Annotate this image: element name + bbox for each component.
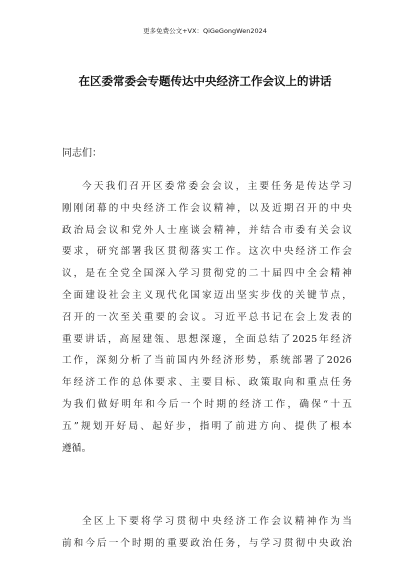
header-note: 更多免费公文+VX：QiGeGongWen2024	[143, 27, 267, 35]
paragraph-line: 前和今后一个时期的重要政治任务，与学习贯彻中央政治	[62, 537, 352, 549]
paragraph-line: 五”规划开好局、起好步，指明了前进方向、提供了根本	[62, 420, 352, 432]
document-title: 在区委常委会专题传达中央经济工作会议上的讲话	[78, 74, 332, 88]
paragraph-line: 遵循。	[62, 442, 92, 454]
paragraph-line: 要求，研究部署我区贯彻落实工作。这次中央经济工作会	[62, 246, 352, 258]
paragraph-line: 今天我们召开区委常委会会议，主要任务是传达学习	[82, 181, 352, 192]
paragraph-line: 政治局会议和党外人士座谈会精神，并结合市委有关会议	[62, 224, 352, 236]
paragraph-line: 议，是在全党全国深入学习贯彻党的二十届四中全会精神	[62, 268, 352, 280]
paragraph-line: 刚刚闭幕的中央经济工作会议精神，以及近期召开的中央	[62, 202, 352, 214]
paragraph-line: 重要讲话，高屋建瓴、思想深邃，全面总结了2025年经济	[62, 333, 352, 345]
paragraph-line: 全面建设社会主义现代化国家迈出坚实步伐的关键节点，	[62, 289, 352, 301]
paragraph-line: 召开的一次至关重要的会议。习近平总书记在会上发表的	[62, 311, 352, 323]
paragraph-line: 全区上下要将学习贯彻中央经济工作会议精神作为当	[82, 516, 352, 527]
paragraph-line: 工作，深刻分析了当前国内外经济形势，系统部署了2026	[62, 355, 352, 367]
paragraph-line: 年经济工作的总体要求、主要目标、政策取向和重点任务	[62, 377, 352, 389]
paragraph-line: 为我们做好明年和今后一个时期的经济工作，确保“十五	[62, 398, 352, 410]
paragraph-2	[62, 511, 352, 555]
salutation: 同志们：	[62, 148, 102, 159]
paragraph-1	[62, 176, 352, 459]
